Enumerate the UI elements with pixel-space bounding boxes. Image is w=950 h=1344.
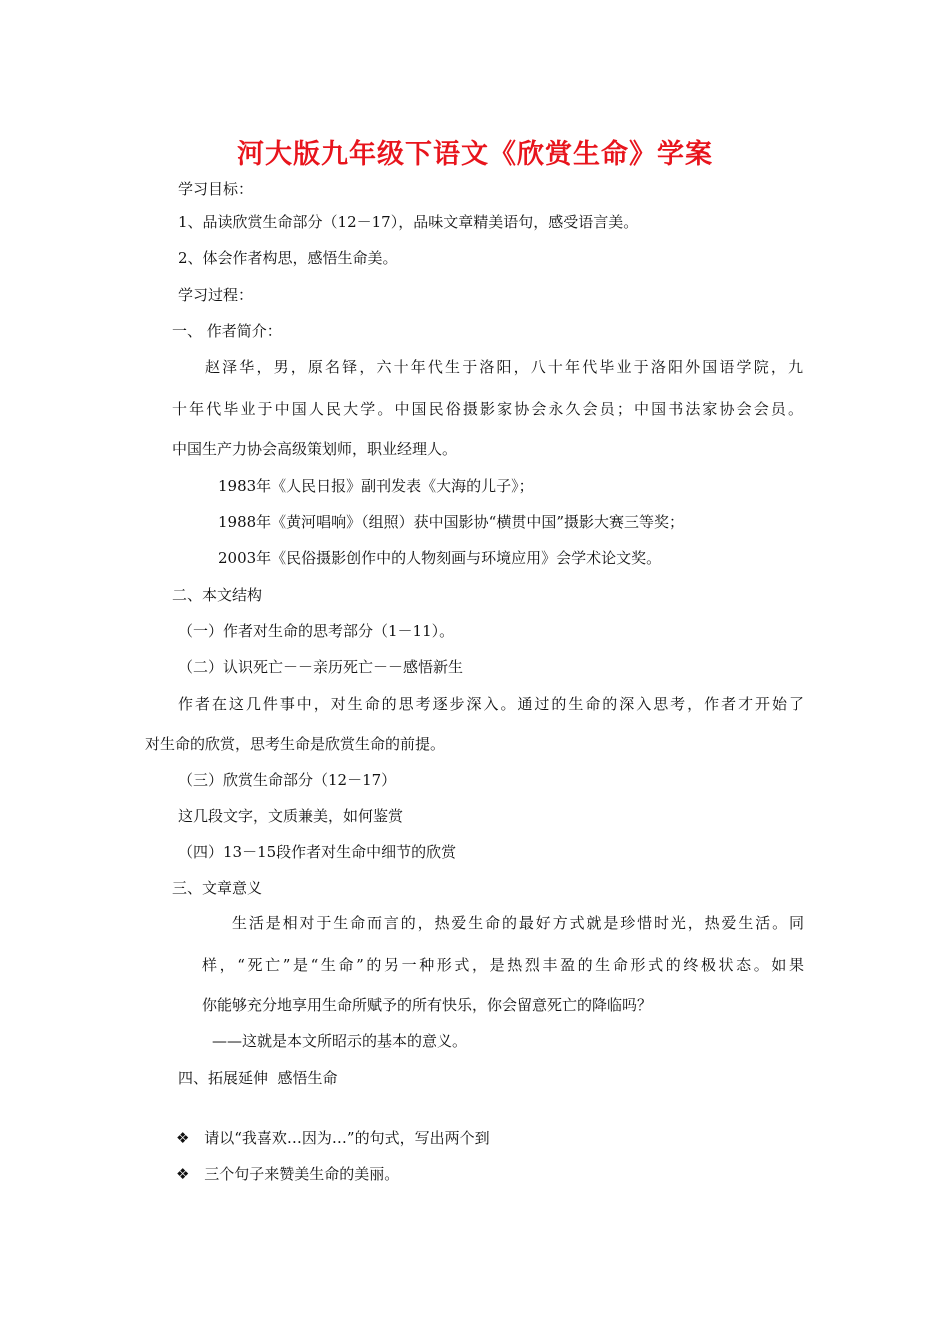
extension-bullet-text: 三个句子来赞美生命的美丽。 — [204, 1165, 400, 1183]
author-work-3: 2003年《民俗摄影创作中的人物刻画与环境应用》会学术论文奖。 — [218, 549, 662, 567]
meaning-line-3: 你能够充分地享用生命所赋予的所有快乐，你会留意死亡的降临吗？ — [202, 996, 653, 1014]
structure-part-4: （四）13－15段作者对生命中细节的欣赏 — [178, 843, 457, 861]
goals-heading: 学习目标： — [178, 180, 254, 198]
extension-bullet-text: 请以“我喜欢…因为…”的句式，写出两个到 — [204, 1129, 490, 1147]
author-bio-line-1: 赵泽华，男，原名铎，六十年代生于洛阳，八十年代毕业于洛阳外国语学院，九 — [205, 358, 803, 376]
meaning-line-1: 生活是相对于生命而言的，热爱生命的最好方式就是珍惜时光，热爱生活。同 — [232, 914, 804, 932]
author-heading: 一、 作者简介： — [172, 322, 282, 340]
author-bio-line-3: 中国生产力协会高级策划师，职业经理人。 — [172, 440, 458, 458]
structure-part-2: （二）认识死亡－－亲历死亡－－感悟新生 — [178, 658, 464, 676]
document-title: 河大版九年级下语文《欣赏生命》学案 — [237, 139, 713, 170]
extension-heading: 四、拓展延伸 感悟生命 — [178, 1069, 338, 1087]
process-heading: 学习过程： — [178, 286, 254, 304]
structure-heading: 二、本文结构 — [172, 586, 263, 604]
structure-part-3-note: 这几段文字，文质兼美，如何鉴赏 — [178, 807, 404, 825]
meaning-line-2: 样，“死亡”是“生命”的另一种形式，是热烈丰盈的生命形式的终极状态。如果 — [202, 956, 804, 974]
diamond-bullet-icon: ❖ — [176, 1129, 190, 1147]
extension-bullet-item — [176, 1164, 399, 1184]
goal-item-1: 1、品读欣赏生命部分（12－17），品味文章精美语句，感受语言美。 — [178, 213, 639, 231]
structure-paragraph-line-2: 对生命的欣赏，思考生命是欣赏生命的前提。 — [145, 735, 446, 753]
author-bio-line-2: 十年代毕业于中国人民大学。中国民俗摄影家协会永久会员；中国书法家协会会员。 — [172, 400, 803, 418]
goal-item-2: 2、体会作者构思，感悟生命美。 — [178, 249, 398, 267]
structure-part-1: （一）作者对生命的思考部分（1－11）。 — [178, 622, 455, 640]
structure-part-3: （三）欣赏生命部分（12－17） — [178, 771, 397, 789]
structure-paragraph-line-1: 作者在这几件事中，对生命的思考逐步深入。通过的生命的深入思考，作者才开始了 — [178, 695, 804, 713]
extension-bullet-item — [176, 1128, 490, 1148]
meaning-heading: 三、文章意义 — [172, 879, 263, 897]
meaning-conclusion: ——这就是本文所昭示的基本的意义。 — [212, 1032, 468, 1050]
author-work-2: 1988年《黄河唱响》（组照）获中国影协“横贯中国”摄影大赛三等奖； — [218, 513, 685, 531]
diamond-bullet-icon: ❖ — [176, 1165, 190, 1183]
author-work-1: 1983年《人民日报》副刊发表《大海的儿子》； — [218, 477, 534, 495]
